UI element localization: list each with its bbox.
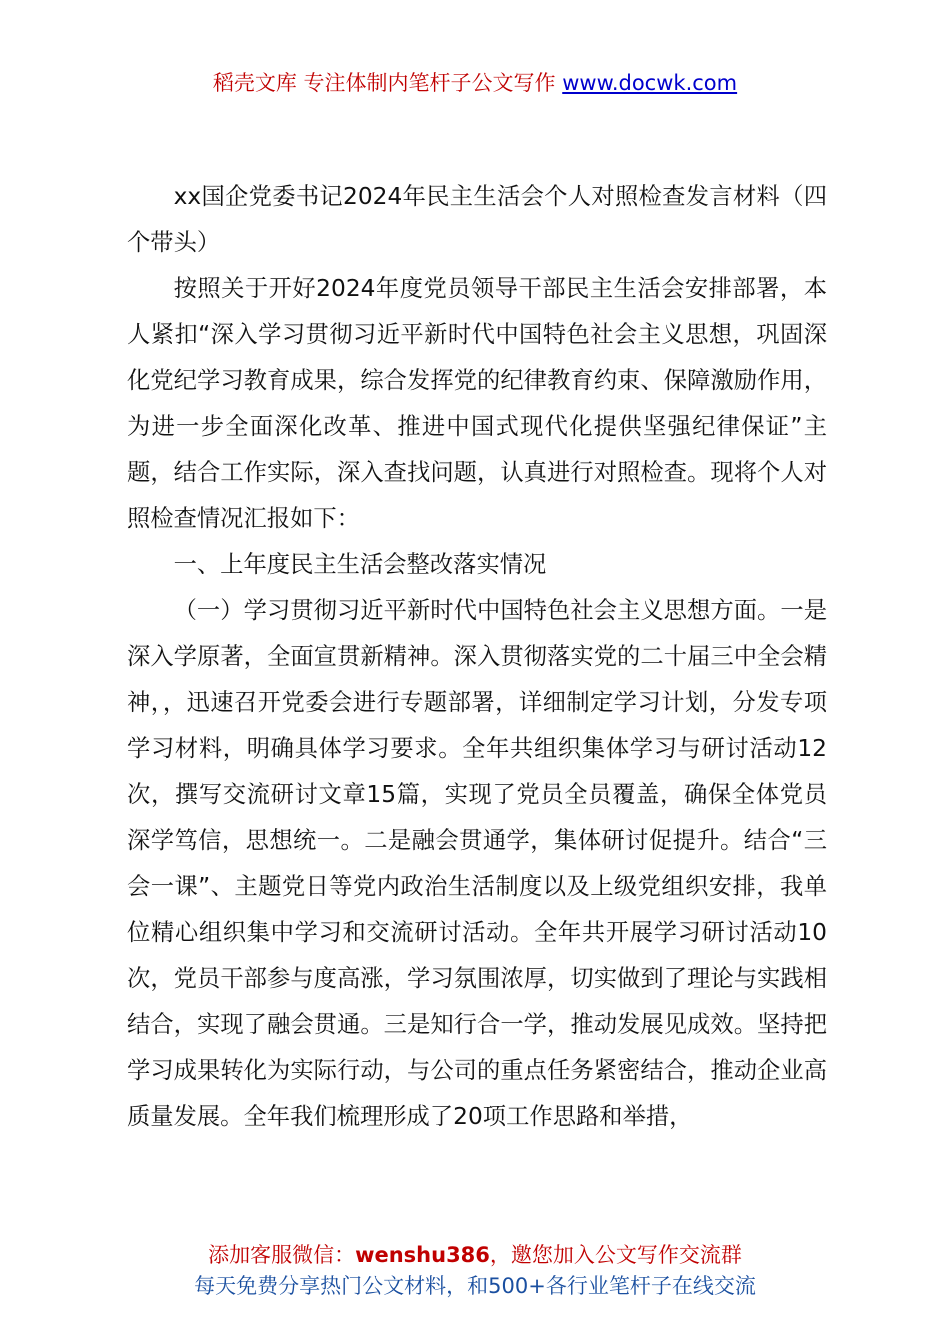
paragraph-intro: 按照关于开好2024年度党员领导干部民主生活会安排部署，本人紧扣“深入学习贯彻习近平新时代中国特色社会主义思想，巩固深化党纪学习教育成果，综合发挥党的纪律教育约束、保障激励作用，为进一步全面深化改革、推进中国式现代化提供坚强纪律保证”主题，结合工作实际，深入查找问题，认真进行对照检查。现将个人对照检查情况汇报如下： bbox=[127, 275, 827, 532]
page-header bbox=[0, 68, 950, 98]
document-title: xx国企党委书记2024年民主生活会个人对照检查发言材料（四个带头） bbox=[127, 183, 827, 256]
footer-contact-line bbox=[0, 1240, 950, 1271]
footer-contact-suffix: ，邀您加入公文写作交流群 bbox=[489, 1243, 742, 1267]
footer-contact-prefix: 添加客服微信： bbox=[208, 1243, 356, 1267]
document-body bbox=[127, 174, 827, 1140]
header-website-link[interactable]: www.docwk.com bbox=[562, 71, 738, 95]
header-slogan: 稻壳文库 专注体制内笔杆子公文写作 bbox=[212, 71, 563, 95]
footer-promo-line: 每天免费分享热门公文材料，和500+各行业笔杆子在线交流 bbox=[194, 1274, 756, 1298]
footer-wechat-id: wenshu386 bbox=[355, 1243, 490, 1267]
paragraph-study: （一）学习贯彻习近平新时代中国特色社会主义思想方面。一是深入学原著，全面宣贯新精神。深入贯彻落实党的二十届三中全会精神，，迅速召开党委会进行专题部署，详细制定学习计划，分发专项学习材料，明确具体学习要求。全年共组织集体学习与研讨活动12次，撰写交流研讨文章15篇，实现了党员全员覆盖，确保全体党员深学笃信，思想统一。二是融会贯通学，集体研讨促提升。结合“三会一课”、主题党日等党内政治生活制度以及上级党组织安排，我单位精心组织集中学习和交流研讨活动。全年共开展学习研讨活动10次，党员干部参与度高涨，学习氛围浓厚，切实做到了理论与实践相结合，实现了融会贯通。三是知行合一学，推动发展见成效。坚持把学习成果转化为实际行动，与公司的重点任务紧密结合，推动企业高质量发展。全年我们梳理形成了20项工作思路和举措， bbox=[127, 597, 827, 1130]
page-footer bbox=[0, 1240, 950, 1302]
section-heading: 一、上年度民主生活会整改落实情况 bbox=[173, 551, 547, 578]
